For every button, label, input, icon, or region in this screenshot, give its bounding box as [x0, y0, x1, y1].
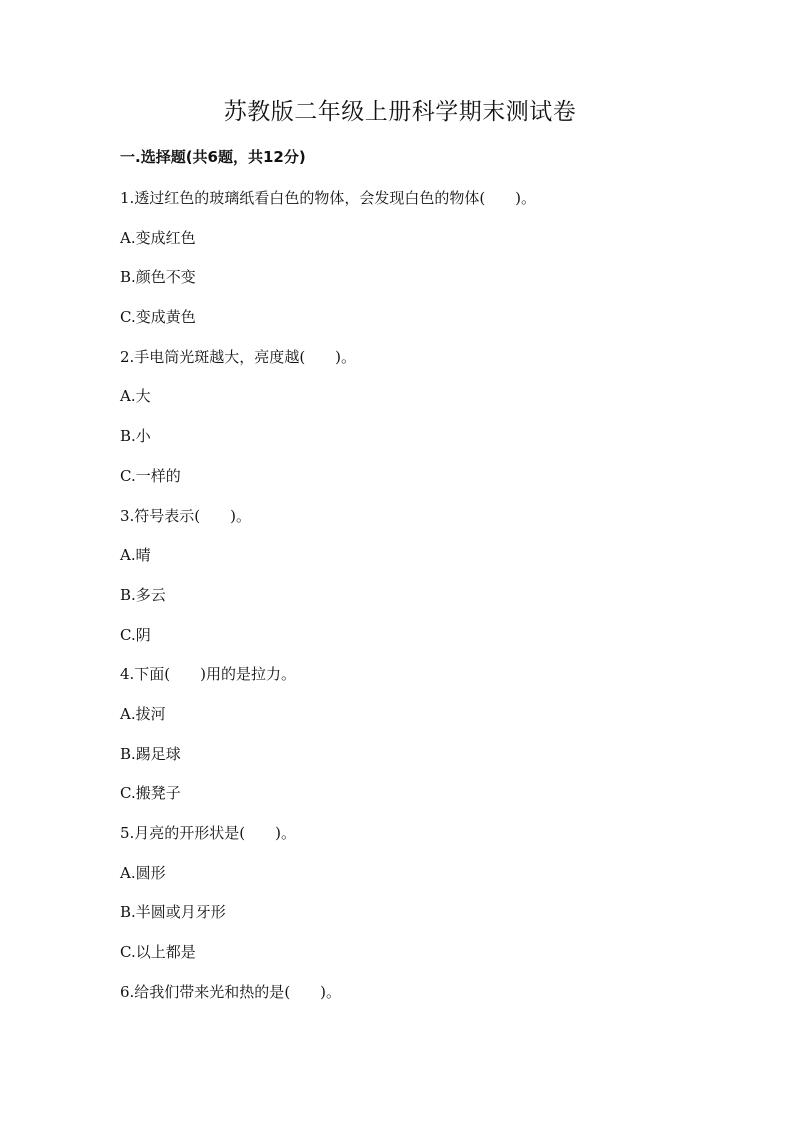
page-title: 苏教版二年级上册科学期末测试卷: [223, 99, 577, 125]
question-5-option-a: A.圆形: [120, 864, 166, 882]
question-2-option-b: B.小: [120, 427, 151, 445]
section-heading: 一.选择题(共6题，共12分): [120, 148, 306, 166]
question-4-option-c: C.搬凳子: [120, 784, 181, 802]
question-6-stem: 6.给我们带来光和热的是( )。: [120, 983, 342, 1001]
question-5-option-b: B.半圆或月牙形: [120, 903, 226, 921]
question-2-option-a: A.大: [120, 387, 151, 405]
question-4-option-b: B.踢足球: [120, 745, 181, 763]
question-3-option-c: C.阴: [120, 626, 151, 644]
question-4-stem: 4.下面( )用的是拉力。: [120, 665, 297, 683]
question-1-stem: 1.透过红色的玻璃纸看白色的物体，会发现白色的物体( )。: [120, 189, 537, 207]
question-1-option-c: C.变成黄色: [120, 308, 196, 326]
question-1-option-a: A.变成红色: [120, 229, 196, 247]
question-5-option-c: C.以上都是: [120, 943, 196, 961]
question-4-option-a: A.拔河: [120, 705, 166, 723]
question-2-stem: 2.手电筒光斑越大，亮度越( )。: [120, 348, 357, 366]
question-3-option-b: B.多云: [120, 586, 166, 604]
question-5-stem: 5.月亮的开形状是( )。: [120, 824, 297, 842]
question-3-stem: 3.符号表示( )。: [120, 507, 252, 525]
question-1-option-b: B.颜色不变: [120, 268, 196, 286]
question-3-option-a: A.晴: [120, 546, 151, 564]
question-2-option-c: C.一样的: [120, 467, 181, 485]
